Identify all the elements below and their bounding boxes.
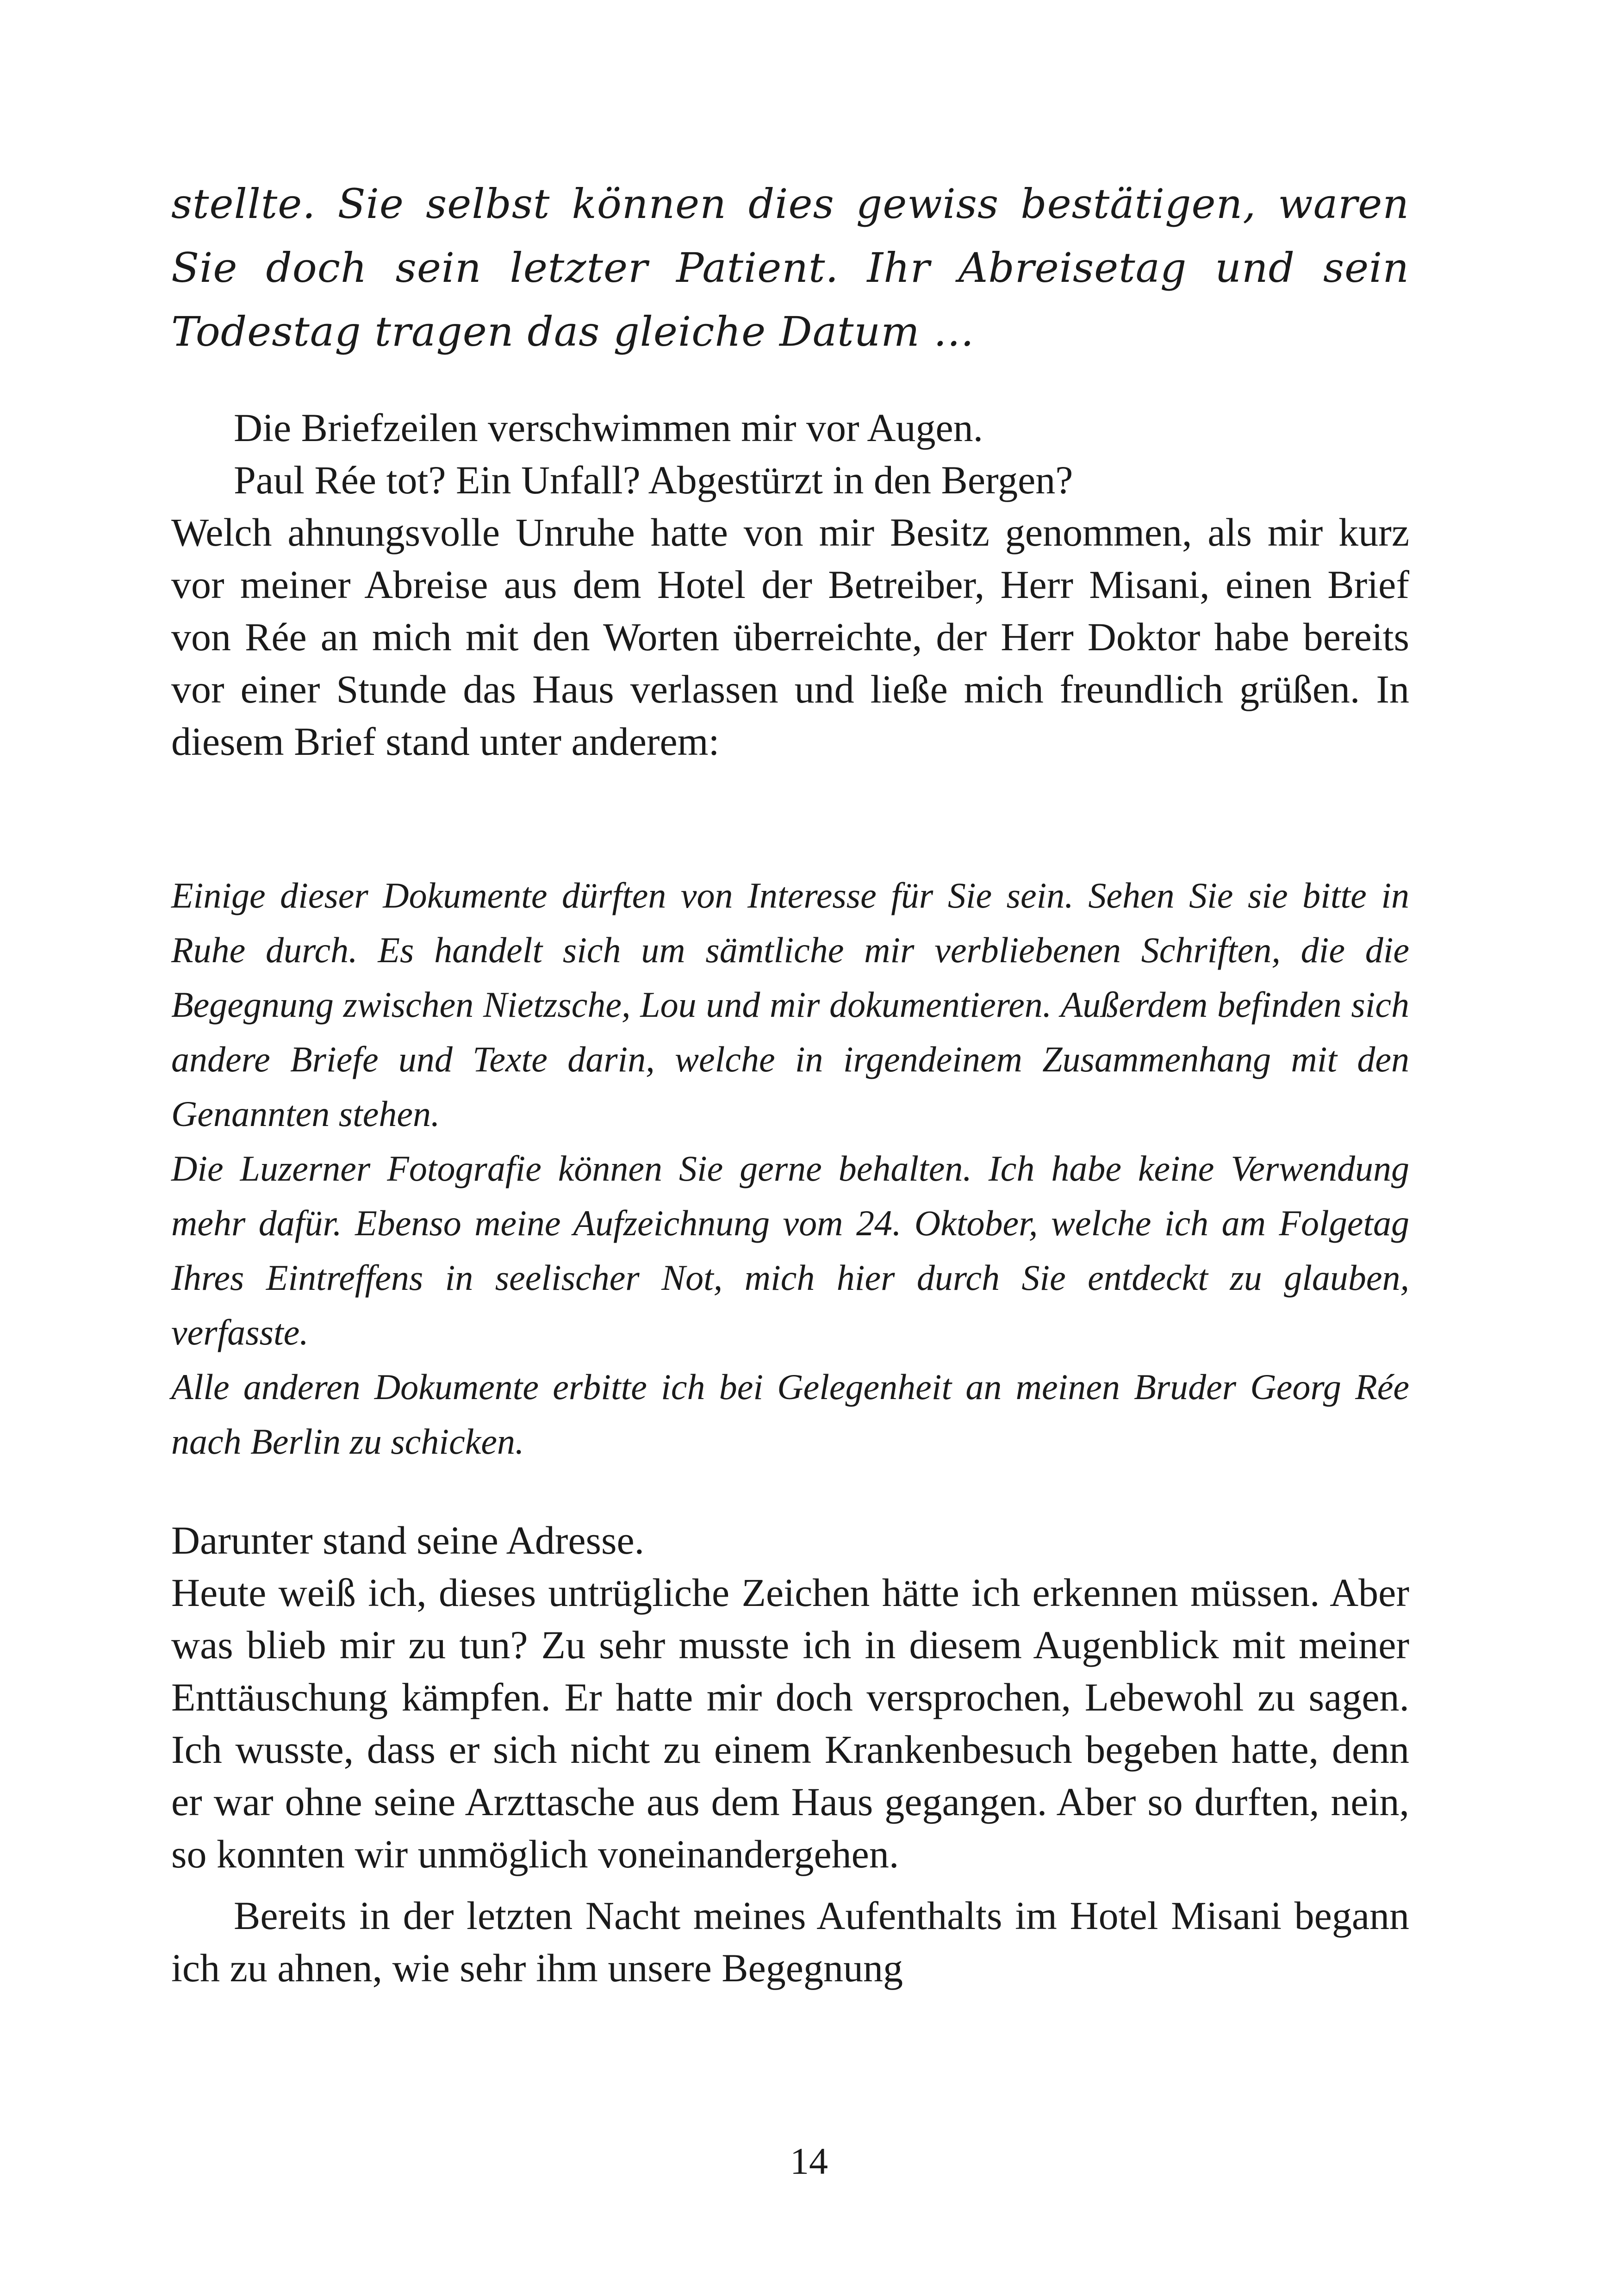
letter-paragraph: Die Luzerner Fotografie können Sie gerne behalten. Ich habe keine Verwendung mehr dafür. Ebenso meine Aufzeichnung vom 24. Oktober, welche ich am Folgetag Ihres Eintreffens in seelischer Not, mich hier durch Sie entdeckt zu glauben, verfasste. (171, 1148, 1409, 1352)
paragraph: Bereits in der letzten Nacht meines Aufenthalts im Hotel Misani begann ich zu ahnen, wie sehr ihm unsere Begegnung (171, 1893, 1409, 1990)
paragraph: Paul Rée tot? Ein Unfall? Abgestürzt in den Bergen? (234, 458, 1073, 502)
letter-paragraph: Einige dieser Dokumente dürften von Interesse für Sie sein. Sehen Sie sie bitte in Ruhe durch. Es handelt sich um sämtliche mir verbliebenen Schriften, die die Begegnung zwischen Nietzsche, Lou und mir dokumentieren. Außerdem befinden sich andere Briefe und Texte darin, welche in irgendeinem Zusammenhang mit den Genannten stehen. (171, 875, 1409, 1134)
letter-quote (171, 868, 1409, 1469)
paragraph: Welch ahnungsvolle Unruhe hatte von mir Besitz genommen, als mir kurz vor meiner Abreise aus dem Hotel der Betreiber, Herr Misani, einen Brief von Rée an mich mit den Worten überreichte, der Herr Doktor habe bereits vor einer Stunde das Haus verlassen und ließe mich freundlich grüßen. In diesem Brief stand unter anderem: (171, 510, 1409, 764)
script-excerpt-text: stellte. Sie selbst können dies gewiss bestätigen, waren Sie doch sein letzter Patient. Ihr Abreisetag und sein Todestag tragen das gleiche Datum … (171, 180, 1409, 355)
page-number: 14 (790, 2140, 828, 2182)
paragraph: Darunter stand seine Adresse. (171, 1518, 645, 1562)
letter-paragraph: Alle anderen Dokumente erbitte ich bei Gelegenheit an meinen Bruder Georg Rée nach Berlin zu schicken. (171, 1367, 1409, 1462)
handwritten-excerpt (171, 172, 1409, 364)
narrative-section-1 (171, 402, 1409, 768)
paragraph: Heute weiß ich, dieses untrügliche Zeichen hätte ich erkennen müssen. Aber was blieb mir zu tun? Zu sehr musste ich in diesem Augenblick mit meiner Enttäuschung kämpfen. Er hatte mir doch versprochen, Lebewohl zu sagen. Ich wusste, dass er sich nicht zu einem Krankenbesuch begeben hatte, denn er war ohne seine Arzttasche aus dem Haus gegangen. Aber so durften, nein, so konnten wir unmöglich voneinandergehen. (171, 1570, 1409, 1876)
narrative-section-2 (171, 1514, 1409, 1994)
paragraph: Die Briefzeilen verschwimmen mir vor Augen. (234, 405, 983, 450)
